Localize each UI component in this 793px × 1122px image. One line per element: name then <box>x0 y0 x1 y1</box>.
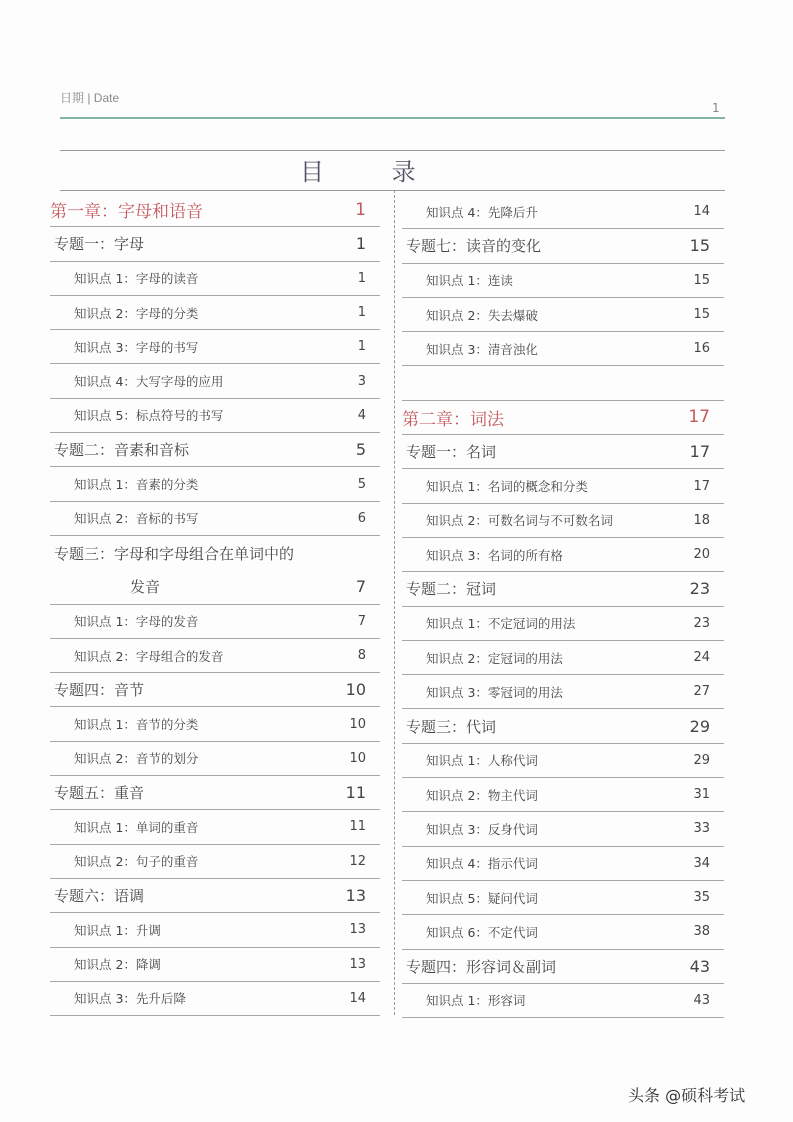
toc-entry-point <box>402 847 724 881</box>
toc-entry-label: 专题七：读音的变化 <box>406 237 542 256</box>
toc-entry-page: 1 <box>355 234 366 254</box>
toc-entry-label: 知识点 1：音素的分类 <box>74 477 199 493</box>
toc-entry-point <box>50 502 380 536</box>
toc-entry-cont <box>50 570 380 604</box>
toc-entry-page: 18 <box>693 512 710 528</box>
toc-entry-point <box>402 538 724 572</box>
toc-entry-label: 知识点 2：音节的划分 <box>74 751 199 767</box>
toc-entry-point <box>402 298 724 332</box>
toc-entry-blank <box>402 366 724 400</box>
toc-entry-page: 5 <box>357 476 366 492</box>
toc-entry-point <box>402 744 724 778</box>
date-label: 日期 | Date <box>60 91 120 105</box>
toc-entry-page: 10 <box>349 750 366 766</box>
toc-entry-page: 7 <box>357 613 366 629</box>
toc-entry-point <box>50 364 380 398</box>
toc-entry-topic <box>402 572 724 606</box>
toc-entry-topic <box>50 536 380 570</box>
toc-entry-page: 1 <box>357 339 366 355</box>
toc-entry-page: 27 <box>693 684 710 700</box>
toc-entry-label: 知识点 4：指示代词 <box>426 856 538 872</box>
toc-entry-page: 13 <box>349 922 366 938</box>
page-number: 1 <box>712 101 720 115</box>
toc-entry-label: 知识点 2：句子的重音 <box>74 854 199 870</box>
toc-entry-label: 专题二：音素和音标 <box>54 441 190 460</box>
toc-entry-page: 20 <box>693 547 710 563</box>
toc-entry-label: 知识点 2：物主代词 <box>426 787 538 803</box>
toc-entry-page: 1 <box>355 199 366 220</box>
toc-entry-point <box>402 195 724 229</box>
toc-entry-label: 知识点 2：字母的分类 <box>74 305 199 321</box>
toc-entry-topic <box>50 776 380 810</box>
toc-entry-point <box>50 913 380 947</box>
toc-entry-page: 10 <box>345 680 366 700</box>
toc-entry-page: 43 <box>689 956 710 976</box>
toc-entry-label: 知识点 1：升调 <box>74 922 161 938</box>
toc-entry-page: 16 <box>693 341 710 357</box>
toc-entry-topic <box>402 709 724 743</box>
toc-entry-point <box>402 915 724 949</box>
toc-entry-label: 知识点 1：名词的概念和分类 <box>426 479 588 495</box>
toc-right-column <box>402 195 724 1018</box>
toc-entry-label: 专题四：形容词＆副词 <box>406 957 557 976</box>
toc-entry-point <box>50 399 380 433</box>
toc-entry-point <box>402 675 724 709</box>
toc-entry-page: 4 <box>357 407 366 423</box>
toc-entry-label: 知识点 2：音标的书写 <box>74 511 199 527</box>
toc-entry-topic <box>402 435 724 469</box>
toc-entry-point <box>50 845 380 879</box>
toc-entry-label: 知识点 1：连读 <box>426 273 513 289</box>
toc-entry-label: 第二章：词法 <box>402 409 504 430</box>
toc-entry-page: 10 <box>349 716 366 732</box>
toc-entry-page: 43 <box>693 992 710 1008</box>
toc-entry-point <box>50 810 380 844</box>
toc-entry-label: 专题六：语调 <box>54 887 145 906</box>
toc-entry-page: 3 <box>357 373 366 389</box>
toc-entry-page: 14 <box>693 204 710 220</box>
column-divider <box>394 190 395 1015</box>
toc-entry-label: 知识点 4：大写字母的应用 <box>74 374 224 390</box>
toc-entry-label: 知识点 3：反身代词 <box>426 821 538 837</box>
toc-entry-label: 专题四：音节 <box>54 681 145 700</box>
toc-entry-label: 知识点 6：不定代词 <box>426 924 538 940</box>
toc-entry-point <box>50 948 380 982</box>
toc-entry-label: 专题一：字母 <box>54 235 145 254</box>
toc-entry-topic <box>50 227 380 261</box>
toc-entry-point <box>402 469 724 503</box>
toc-entry-point <box>402 778 724 812</box>
toc-entry-point <box>50 707 380 741</box>
toc-entry-page: 34 <box>693 855 710 871</box>
toc-entry-page: 7 <box>355 577 366 597</box>
toc-entry-point <box>50 742 380 776</box>
toc-entry-page: 17 <box>688 407 710 428</box>
toc-entry-point <box>402 881 724 915</box>
toc-entry-topic <box>402 229 724 263</box>
toc-entry-page: 5 <box>355 440 366 460</box>
toc-entry-point <box>402 504 724 538</box>
toc-entry-page: 29 <box>693 752 710 768</box>
toc-entry-label: 专题三：字母和字母组合在单词中的 <box>54 544 295 563</box>
toc-entry-label: 知识点 3：字母的书写 <box>74 339 199 355</box>
toc-entry-point <box>50 639 380 673</box>
header-rule <box>60 117 725 119</box>
toc-entry-page: 17 <box>693 478 710 494</box>
toc-entry-point <box>50 467 380 501</box>
toc-entry-label: 知识点 1：字母的读音 <box>74 271 199 287</box>
toc-entry-page: 15 <box>693 307 710 323</box>
toc-entry-page: 38 <box>693 924 710 940</box>
toc-entry-label: 知识点 1：形容词 <box>426 993 526 1009</box>
toc-left-column <box>50 193 380 1016</box>
toc-entry-page: 1 <box>357 305 366 321</box>
toc-entry-point <box>402 984 724 1018</box>
toc-entry-point <box>50 296 380 330</box>
toc-entry-page: 15 <box>693 272 710 288</box>
toc-entry-page: 6 <box>357 510 366 526</box>
toc-entry-page: 8 <box>357 648 366 663</box>
toc-entry-chapter <box>402 401 724 435</box>
toc-entry-page: 23 <box>689 579 710 599</box>
toc-entry-topic <box>402 950 724 984</box>
toc-entry-point <box>402 641 724 675</box>
toc-entry-page: 29 <box>689 716 710 736</box>
toc-entry-point <box>50 330 380 364</box>
toc-entry-page: 13 <box>345 886 366 906</box>
toc-entry-label: 知识点 1：单词的重音 <box>74 819 199 835</box>
toc-entry-label: 知识点 2：降调 <box>74 957 161 973</box>
toc-entry-label: 知识点 5：标点符号的书写 <box>74 408 224 424</box>
toc-entry-point <box>402 264 724 298</box>
toc-entry-page: 23 <box>693 615 710 631</box>
toc-entry-label: 知识点 2：可数名词与不可数名词 <box>426 513 613 529</box>
toc-entry-label: 知识点 1：不定冠词的用法 <box>426 616 576 632</box>
toc-entry-page: 14 <box>349 990 366 1006</box>
toc-entry-label: 知识点 2：字母组合的发音 <box>74 648 224 664</box>
toc-entry-label: 知识点 1：音节的分类 <box>74 717 199 733</box>
toc-entry-page: 33 <box>693 821 710 837</box>
toc-entry-label: 专题三：代词 <box>406 717 497 736</box>
toc-entry-point <box>402 332 724 366</box>
toc-entry-label: 知识点 3：先升后降 <box>74 991 186 1007</box>
toc-entry-page: 13 <box>349 956 366 972</box>
title-top-rule <box>60 150 725 151</box>
toc-entry-topic <box>50 433 380 467</box>
toc-entry-page: 35 <box>693 890 710 906</box>
toc-entry-page: 12 <box>349 853 366 869</box>
toc-entry-page: 17 <box>689 442 710 462</box>
toc-entry-page: 11 <box>349 819 366 835</box>
toc-entry-label: 专题二：冠词 <box>406 580 497 599</box>
toc-entry-chapter <box>50 193 380 227</box>
toc-entry-label: 发音 <box>130 578 161 597</box>
toc-entry-page: 1 <box>357 270 366 286</box>
toc-entry-label: 专题五：重音 <box>54 784 145 803</box>
toc-entry-label: 专题一：名词 <box>406 443 497 462</box>
toc-entry-point <box>50 605 380 639</box>
toc-entry-page: 24 <box>693 650 710 665</box>
toc-entry-page: 11 <box>345 783 366 803</box>
toc-entry-label: 知识点 1：人称代词 <box>426 753 538 769</box>
toc-entry-label: 知识点 5：疑问代词 <box>426 890 538 906</box>
toc-entry-label: 知识点 3：名词的所有格 <box>426 547 563 563</box>
toc-entry-page: 15 <box>689 236 710 256</box>
toc-entry-topic <box>50 673 380 707</box>
toc-entry-label: 知识点 2：失去爆破 <box>426 307 538 323</box>
watermark: 头条 @硕科考试 <box>628 1086 746 1105</box>
toc-entry-page: 31 <box>693 787 710 803</box>
toc-entry-point <box>50 982 380 1016</box>
toc-entry-label: 知识点 2：定冠词的用法 <box>426 650 563 666</box>
toc-entry-label: 知识点 3：零冠词的用法 <box>426 684 563 700</box>
toc-entry-label: 知识点 1：字母的发音 <box>74 614 199 630</box>
title-bottom-rule <box>60 190 725 191</box>
toc-entry-point <box>402 812 724 846</box>
toc-entry-topic <box>50 879 380 913</box>
toc-entry-label: 知识点 3：清音浊化 <box>426 341 538 357</box>
toc-title: 目 录 <box>300 158 446 186</box>
toc-entry-point <box>50 262 380 296</box>
toc-entry-point <box>402 607 724 641</box>
toc-entry-label: 知识点 4：先降后升 <box>426 204 538 220</box>
toc-entry-label: 第一章：字母和语音 <box>50 202 203 223</box>
